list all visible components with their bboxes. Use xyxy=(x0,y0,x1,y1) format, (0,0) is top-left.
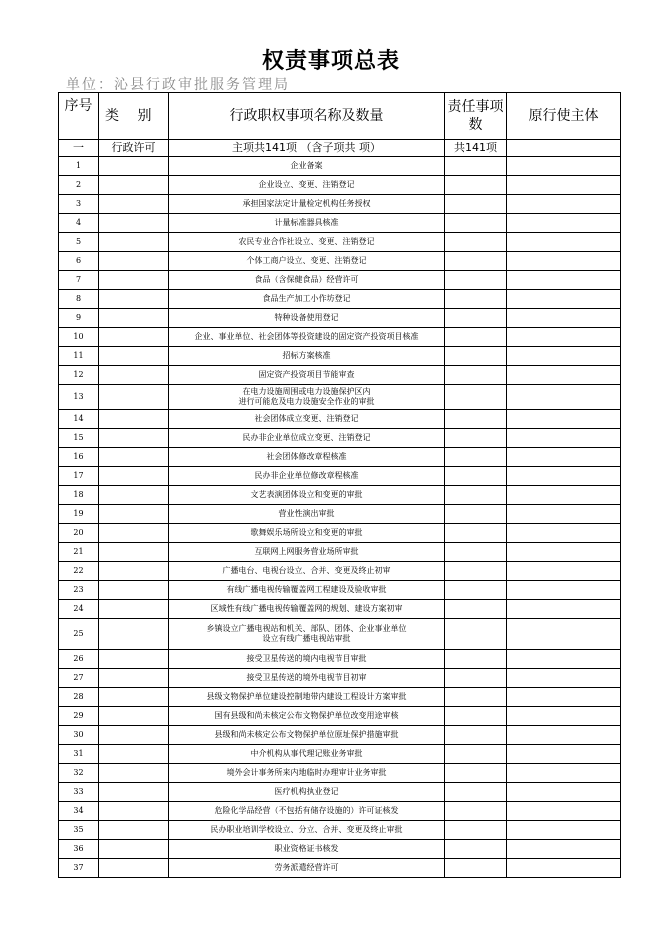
row-name xyxy=(169,707,445,726)
row-name-line: 劳务派遣经营许可 xyxy=(274,863,339,872)
header-subject: 原行使主体 xyxy=(507,93,621,140)
row-subject xyxy=(507,347,621,366)
row-name xyxy=(169,840,445,859)
row-name xyxy=(169,448,445,467)
header-count: 责任事项数 xyxy=(445,93,507,140)
row-subject xyxy=(507,486,621,505)
row-number: 22 xyxy=(59,562,99,581)
row-name-line: 企业备案 xyxy=(290,161,323,170)
row-name-line: 境外会计事务所来内地临时办理审计业务审批 xyxy=(226,768,387,777)
row-count xyxy=(445,410,507,429)
row-category xyxy=(99,562,169,581)
row-category xyxy=(99,290,169,309)
table-row xyxy=(59,802,621,821)
row-name-line: 医疗机构执业登记 xyxy=(274,787,339,796)
row-category xyxy=(99,176,169,195)
row-number: 18 xyxy=(59,486,99,505)
row-number: 32 xyxy=(59,764,99,783)
row-name xyxy=(169,688,445,707)
row-name xyxy=(169,581,445,600)
row-name-line: 县级和尚未核定公布文物保护单位原址保护措施审批 xyxy=(214,730,399,739)
row-category xyxy=(99,821,169,840)
row-name-line: 歌舞娱乐场所设立和变更的审批 xyxy=(250,528,363,537)
row-count xyxy=(445,214,507,233)
header-row xyxy=(59,93,621,140)
row-category xyxy=(99,309,169,328)
row-count xyxy=(445,581,507,600)
row-name-line: 食品（含保健食品）经营许可 xyxy=(254,275,359,284)
row-category xyxy=(99,347,169,366)
row-number: 16 xyxy=(59,448,99,467)
row-number: 23 xyxy=(59,581,99,600)
table-row xyxy=(59,486,621,505)
row-number: 1 xyxy=(59,157,99,176)
row-subject xyxy=(507,385,621,410)
row-name-line: 固定资产投资项目节能审查 xyxy=(258,370,355,379)
row-name xyxy=(169,859,445,878)
table-row xyxy=(59,328,621,347)
row-name xyxy=(169,562,445,581)
row-count xyxy=(445,688,507,707)
row-count xyxy=(445,619,507,650)
table-row xyxy=(59,366,621,385)
row-subject xyxy=(507,543,621,562)
row-subject xyxy=(507,840,621,859)
row-name xyxy=(169,802,445,821)
row-count xyxy=(445,486,507,505)
row-number: 29 xyxy=(59,707,99,726)
row-name xyxy=(169,385,445,410)
row-number: 33 xyxy=(59,783,99,802)
row-name xyxy=(169,600,445,619)
row-subject xyxy=(507,650,621,669)
row-name-line: 个体工商户设立、变更、注销登记 xyxy=(246,256,367,265)
section-category: 行政许可 xyxy=(99,140,169,157)
row-category xyxy=(99,581,169,600)
row-name xyxy=(169,783,445,802)
row-number: 5 xyxy=(59,233,99,252)
row-name xyxy=(169,429,445,448)
row-name xyxy=(169,157,445,176)
row-name xyxy=(169,726,445,745)
row-category xyxy=(99,840,169,859)
row-category xyxy=(99,619,169,650)
section-count: 共141项 xyxy=(445,140,507,157)
row-name-line-2: 进行可能危及电力设施安全作业的审批 xyxy=(238,397,375,406)
row-name xyxy=(169,410,445,429)
table-row xyxy=(59,669,621,688)
row-subject xyxy=(507,505,621,524)
table-row xyxy=(59,309,621,328)
row-number: 36 xyxy=(59,840,99,859)
table-row xyxy=(59,840,621,859)
row-number: 34 xyxy=(59,802,99,821)
row-name-line: 食品生产加工小作坊登记 xyxy=(262,294,351,303)
row-name-line: 职业资格证书核发 xyxy=(274,844,339,853)
row-subject xyxy=(507,619,621,650)
row-name xyxy=(169,486,445,505)
table-row xyxy=(59,688,621,707)
row-count xyxy=(445,271,507,290)
row-count xyxy=(445,347,507,366)
row-count xyxy=(445,524,507,543)
row-name-line: 社会团体修改章程核准 xyxy=(266,452,347,461)
row-name xyxy=(169,764,445,783)
row-name-line: 承担国家法定计量检定机构任务授权 xyxy=(242,199,371,208)
row-name xyxy=(169,505,445,524)
row-name-line: 广播电台、电视台设立、合并、变更及终止初审 xyxy=(222,566,391,575)
table-row xyxy=(59,764,621,783)
table-row xyxy=(59,195,621,214)
row-name-line: 互联网上网服务营业场所审批 xyxy=(254,547,359,556)
table-row xyxy=(59,619,621,650)
row-number: 28 xyxy=(59,688,99,707)
row-subject xyxy=(507,328,621,347)
table-row xyxy=(59,783,621,802)
table-row xyxy=(59,347,621,366)
row-number: 14 xyxy=(59,410,99,429)
row-subject xyxy=(507,745,621,764)
row-name xyxy=(169,366,445,385)
row-number: 12 xyxy=(59,366,99,385)
row-number: 4 xyxy=(59,214,99,233)
table-row xyxy=(59,505,621,524)
row-number: 13 xyxy=(59,385,99,410)
row-subject xyxy=(507,669,621,688)
row-category xyxy=(99,524,169,543)
row-subject xyxy=(507,859,621,878)
table-row xyxy=(59,157,621,176)
table-row xyxy=(59,650,621,669)
row-number: 31 xyxy=(59,745,99,764)
table-row xyxy=(59,821,621,840)
row-name-line: 中介机构从事代理记账业务审批 xyxy=(250,749,363,758)
row-category xyxy=(99,366,169,385)
row-category xyxy=(99,214,169,233)
row-name xyxy=(169,650,445,669)
row-name-line: 民办非企业单位修改章程核准 xyxy=(254,471,359,480)
row-name-line: 接受卫星传送的境外电视节目初审 xyxy=(246,673,367,682)
row-name-line: 企业设立、变更、注销登记 xyxy=(258,180,355,189)
row-category xyxy=(99,385,169,410)
row-name-line: 招标方案核准 xyxy=(282,351,331,360)
row-count xyxy=(445,328,507,347)
row-category xyxy=(99,157,169,176)
row-number: 19 xyxy=(59,505,99,524)
row-subject xyxy=(507,688,621,707)
header-seq: 序号 xyxy=(59,93,99,140)
row-category xyxy=(99,233,169,252)
row-category xyxy=(99,505,169,524)
row-name xyxy=(169,467,445,486)
row-category xyxy=(99,271,169,290)
row-category xyxy=(99,745,169,764)
row-number: 15 xyxy=(59,429,99,448)
table-row xyxy=(59,385,621,410)
row-number: 20 xyxy=(59,524,99,543)
row-subject xyxy=(507,764,621,783)
row-category xyxy=(99,486,169,505)
row-category xyxy=(99,600,169,619)
row-subject xyxy=(507,581,621,600)
table-row xyxy=(59,562,621,581)
row-subject xyxy=(507,366,621,385)
row-name xyxy=(169,619,445,650)
row-count xyxy=(445,505,507,524)
row-category xyxy=(99,688,169,707)
row-count xyxy=(445,290,507,309)
row-subject xyxy=(507,562,621,581)
table-row xyxy=(59,745,621,764)
row-number: 27 xyxy=(59,669,99,688)
row-name-line: 文艺表演团体设立和变更的审批 xyxy=(250,490,363,499)
row-name xyxy=(169,195,445,214)
row-subject xyxy=(507,214,621,233)
row-name xyxy=(169,290,445,309)
row-category xyxy=(99,328,169,347)
page-title: 权责事项总表 xyxy=(261,49,400,74)
row-name-line: 民办职业培训学校设立、分立、合并、变更及终止审批 xyxy=(210,825,403,834)
row-number: 10 xyxy=(59,328,99,347)
unit-label: 单位：沁县行政审批服务管理局 xyxy=(66,77,290,93)
table-row xyxy=(59,726,621,745)
row-count xyxy=(445,176,507,195)
row-name-line: 民办非企业单位成立变更、注销登记 xyxy=(242,433,371,442)
row-name xyxy=(169,252,445,271)
row-number: 9 xyxy=(59,309,99,328)
row-category xyxy=(99,467,169,486)
section-name: 主项共141项 （含子项共 项） xyxy=(169,140,445,157)
row-name-line: 营业性演出审批 xyxy=(278,509,335,518)
row-count xyxy=(445,821,507,840)
row-count xyxy=(445,562,507,581)
table-row xyxy=(59,448,621,467)
row-subject xyxy=(507,157,621,176)
table-row xyxy=(59,524,621,543)
row-number: 3 xyxy=(59,195,99,214)
table-row xyxy=(59,467,621,486)
row-number: 7 xyxy=(59,271,99,290)
row-count xyxy=(445,366,507,385)
row-subject xyxy=(507,290,621,309)
row-name xyxy=(169,214,445,233)
table-row xyxy=(59,271,621,290)
row-subject xyxy=(507,783,621,802)
row-name xyxy=(169,233,445,252)
row-name-line: 县级文物保护单位建设控制地带内建设工程设计方案审批 xyxy=(206,692,407,701)
table-row xyxy=(59,581,621,600)
row-name-line: 危险化学品经营（不包括有储存设施的）许可证核发 xyxy=(214,806,399,815)
row-subject xyxy=(507,707,621,726)
row-category xyxy=(99,650,169,669)
row-category xyxy=(99,669,169,688)
row-subject xyxy=(507,448,621,467)
row-count xyxy=(445,726,507,745)
table-row xyxy=(59,176,621,195)
row-name xyxy=(169,328,445,347)
row-name-line: 区域性有线广播电视传输覆盖网的规划、建设方案初审 xyxy=(210,604,403,613)
row-count xyxy=(445,448,507,467)
row-count xyxy=(445,600,507,619)
row-name-line: 计量标准器具核准 xyxy=(274,218,339,227)
row-category xyxy=(99,859,169,878)
table-row xyxy=(59,429,621,448)
table-row xyxy=(59,290,621,309)
section-seq: 一 xyxy=(59,140,99,157)
row-number: 30 xyxy=(59,726,99,745)
row-name xyxy=(169,745,445,764)
row-name-line: 接受卫星传送的境内电视节目审批 xyxy=(246,654,367,663)
row-number: 24 xyxy=(59,600,99,619)
row-count xyxy=(445,840,507,859)
row-subject xyxy=(507,252,621,271)
row-name-line: 特种设备使用登记 xyxy=(274,313,339,322)
row-count xyxy=(445,429,507,448)
row-count xyxy=(445,252,507,271)
row-subject xyxy=(507,429,621,448)
row-subject xyxy=(507,821,621,840)
row-count xyxy=(445,783,507,802)
row-subject xyxy=(507,195,621,214)
row-number: 6 xyxy=(59,252,99,271)
row-name xyxy=(169,176,445,195)
row-number: 11 xyxy=(59,347,99,366)
row-number: 25 xyxy=(59,619,99,650)
row-category xyxy=(99,802,169,821)
row-category xyxy=(99,707,169,726)
row-category xyxy=(99,783,169,802)
row-name-line: 国有县级和尚未核定公布文物保护单位改变用途审核 xyxy=(214,711,399,720)
row-count xyxy=(445,650,507,669)
row-subject xyxy=(507,802,621,821)
table-row xyxy=(59,707,621,726)
row-subject xyxy=(507,410,621,429)
row-number: 21 xyxy=(59,543,99,562)
table-row xyxy=(59,214,621,233)
row-category xyxy=(99,764,169,783)
row-name xyxy=(169,524,445,543)
row-count xyxy=(445,467,507,486)
row-count xyxy=(445,543,507,562)
row-subject xyxy=(507,600,621,619)
row-name-line: 有线广播电视传输覆盖网工程建设及验收审批 xyxy=(226,585,387,594)
row-number: 37 xyxy=(59,859,99,878)
header-category: 类 别 xyxy=(99,93,169,140)
row-count xyxy=(445,309,507,328)
row-name-line: 农民专业合作社设立、变更、注销登记 xyxy=(238,237,375,246)
row-name-line: 企业、事业单位、社会团体等投资建设的固定资产投资项目核准 xyxy=(194,332,419,341)
row-number: 8 xyxy=(59,290,99,309)
row-category xyxy=(99,726,169,745)
row-subject xyxy=(507,309,621,328)
table-row xyxy=(59,233,621,252)
row-name xyxy=(169,821,445,840)
row-count xyxy=(445,707,507,726)
row-subject xyxy=(507,726,621,745)
row-name-line: 社会团体成立变更、注销登记 xyxy=(254,414,359,423)
row-subject xyxy=(507,467,621,486)
row-number: 26 xyxy=(59,650,99,669)
row-count xyxy=(445,385,507,410)
authority-table xyxy=(58,92,621,878)
row-category xyxy=(99,429,169,448)
row-category xyxy=(99,195,169,214)
row-count xyxy=(445,195,507,214)
row-name-line: 乡镇设立广播电视站和机关、部队、团体、企业事业单位 xyxy=(206,624,407,633)
table-row xyxy=(59,600,621,619)
row-category xyxy=(99,448,169,467)
row-name xyxy=(169,271,445,290)
row-name xyxy=(169,669,445,688)
row-count xyxy=(445,233,507,252)
row-name-line: 在电力设施周围或电力设施保护区内 xyxy=(242,387,371,396)
row-number: 17 xyxy=(59,467,99,486)
row-count xyxy=(445,669,507,688)
section-subject xyxy=(507,140,621,157)
table-row xyxy=(59,410,621,429)
row-count xyxy=(445,745,507,764)
row-count xyxy=(445,157,507,176)
section-row xyxy=(59,140,621,157)
row-name xyxy=(169,309,445,328)
row-count xyxy=(445,859,507,878)
row-category xyxy=(99,410,169,429)
row-subject xyxy=(507,524,621,543)
row-name-line-2: 设立有线广播电视站审批 xyxy=(262,634,351,643)
header-name: 行政职权事项名称及数量 xyxy=(169,93,445,140)
row-number: 35 xyxy=(59,821,99,840)
row-category xyxy=(99,543,169,562)
table-row xyxy=(59,252,621,271)
row-count xyxy=(445,802,507,821)
row-count xyxy=(445,764,507,783)
table-row xyxy=(59,859,621,878)
row-number: 2 xyxy=(59,176,99,195)
row-name xyxy=(169,543,445,562)
table-row xyxy=(59,543,621,562)
row-subject xyxy=(507,233,621,252)
row-category xyxy=(99,252,169,271)
row-name xyxy=(169,347,445,366)
row-subject xyxy=(507,271,621,290)
row-subject xyxy=(507,176,621,195)
